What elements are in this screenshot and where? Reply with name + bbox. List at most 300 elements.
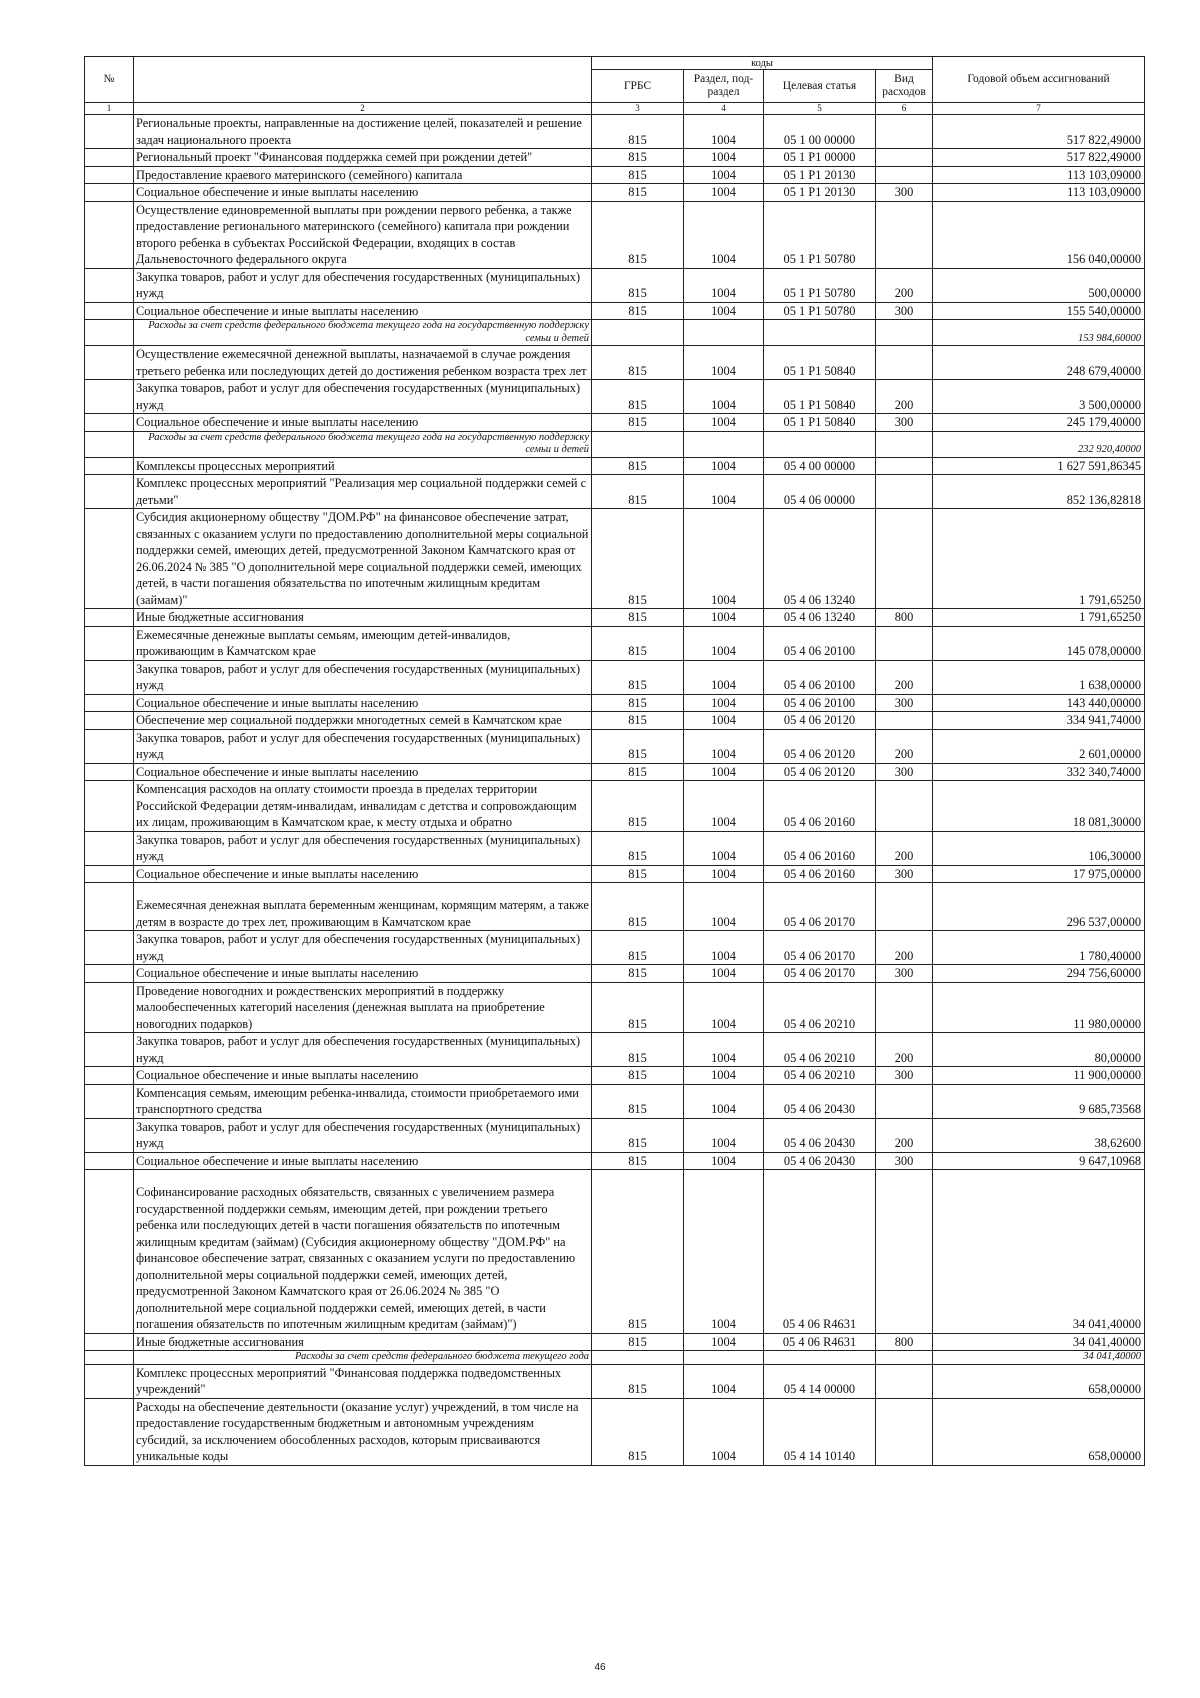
header-grbs: ГРБС [592, 70, 684, 103]
row-target-cell: 05 4 06 20170 [764, 883, 876, 931]
row-amount-cell: 296 537,00000 [933, 883, 1145, 931]
table-row [85, 1333, 1145, 1351]
row-vid-cell [876, 115, 933, 149]
row-razdel-cell: 1004 [684, 201, 764, 268]
row-amount-cell: 517 822,49000 [933, 115, 1145, 149]
row-razdel-cell: 1004 [684, 982, 764, 1033]
row-amount-cell: 658,00000 [933, 1364, 1145, 1398]
row-vid-cell [876, 781, 933, 832]
header-razdel: Раздел, под-раздел [684, 70, 764, 103]
row-number-cell [85, 431, 134, 457]
row-vid-cell [876, 1084, 933, 1118]
row-grbs-cell: 815 [592, 414, 684, 432]
row-vid-cell: 200 [876, 380, 933, 414]
row-target-cell: 05 4 06 20210 [764, 1067, 876, 1085]
column-number: 5 [764, 103, 876, 115]
row-grbs-cell [592, 431, 684, 457]
row-target-cell: 05 1 P1 50780 [764, 302, 876, 320]
row-vid-cell [876, 1170, 933, 1334]
row-target-cell: 05 1 P1 20130 [764, 166, 876, 184]
row-grbs-cell [592, 320, 684, 346]
table-row [85, 302, 1145, 320]
table-row [85, 1398, 1145, 1465]
row-grbs-cell: 815 [592, 1118, 684, 1152]
row-razdel-cell: 1004 [684, 115, 764, 149]
row-amount-cell: 9 685,73568 [933, 1084, 1145, 1118]
row-target-cell: 05 4 06 R4631 [764, 1333, 876, 1351]
row-grbs-cell: 815 [592, 694, 684, 712]
row-vid-cell: 300 [876, 965, 933, 983]
row-target-cell [764, 431, 876, 457]
row-target-cell: 05 1 P1 50780 [764, 201, 876, 268]
row-name-cell: Комплексы процессных мероприятий [134, 457, 592, 475]
column-number: 1 [85, 103, 134, 115]
row-name-cell: Расходы за счет средств федерального бюджета текущего года на государственную поддержку семьи и детей [134, 431, 592, 457]
row-amount-cell: 113 103,09000 [933, 166, 1145, 184]
row-razdel-cell: 1004 [684, 184, 764, 202]
row-grbs-cell: 815 [592, 302, 684, 320]
row-amount-cell: 80,00000 [933, 1033, 1145, 1067]
row-target-cell: 05 4 06 00000 [764, 475, 876, 509]
table-row [85, 865, 1145, 883]
row-name-cell: Закупка товаров, работ и услуг для обеспечения государственных (муниципальных) нужд [134, 931, 592, 965]
row-target-cell: 05 4 06 20210 [764, 1033, 876, 1067]
row-grbs-cell: 815 [592, 184, 684, 202]
row-vid-cell: 200 [876, 660, 933, 694]
row-razdel-cell: 1004 [684, 1333, 764, 1351]
row-amount-cell: 1 791,65250 [933, 609, 1145, 627]
row-grbs-cell: 815 [592, 268, 684, 302]
row-razdel-cell: 1004 [684, 149, 764, 167]
row-grbs-cell: 815 [592, 781, 684, 832]
row-razdel-cell: 1004 [684, 1033, 764, 1067]
row-grbs-cell: 815 [592, 883, 684, 931]
row-vid-cell [876, 626, 933, 660]
table-header [85, 57, 1145, 115]
row-razdel-cell: 1004 [684, 475, 764, 509]
row-vid-cell [876, 166, 933, 184]
row-vid-cell: 200 [876, 831, 933, 865]
row-number-cell [85, 1170, 134, 1334]
column-number: 3 [592, 103, 684, 115]
row-number-cell [85, 694, 134, 712]
row-grbs-cell: 815 [592, 1364, 684, 1398]
row-number-cell [85, 1333, 134, 1351]
row-name-cell: Комплекс процессных мероприятий "Реализация мер социальной поддержки семей с детьми" [134, 475, 592, 509]
row-grbs-cell [592, 1351, 684, 1365]
row-name-cell: Иные бюджетные ассигнования [134, 1333, 592, 1351]
table-row [85, 268, 1145, 302]
table-row [85, 781, 1145, 832]
row-name-cell: Осуществление ежемесячной денежной выплаты, назначаемой в случае рождения третьего ребенка или последующих детей до достижения ребенком возраста трех лет [134, 346, 592, 380]
row-amount-cell: 143 440,00000 [933, 694, 1145, 712]
row-number-cell [85, 712, 134, 730]
row-vid-cell: 200 [876, 729, 933, 763]
row-grbs-cell: 815 [592, 201, 684, 268]
row-amount-cell: 334 941,74000 [933, 712, 1145, 730]
row-vid-cell: 300 [876, 302, 933, 320]
row-vid-cell [876, 149, 933, 167]
row-name-cell: Социальное обеспечение и иные выплаты населению [134, 302, 592, 320]
row-target-cell: 05 4 06 20120 [764, 729, 876, 763]
table-row [85, 509, 1145, 609]
row-vid-cell: 300 [876, 414, 933, 432]
row-grbs-cell: 815 [592, 457, 684, 475]
row-grbs-cell: 815 [592, 166, 684, 184]
row-number-cell [85, 115, 134, 149]
row-razdel-cell: 1004 [684, 781, 764, 832]
table-row [85, 414, 1145, 432]
row-target-cell: 05 4 06 13240 [764, 609, 876, 627]
row-number-cell [85, 781, 134, 832]
table-row [85, 712, 1145, 730]
row-razdel-cell: 1004 [684, 763, 764, 781]
header-vid: Вид расходов [876, 70, 933, 103]
row-vid-cell [876, 883, 933, 931]
row-vid-cell: 300 [876, 1152, 933, 1170]
row-target-cell: 05 4 06 20430 [764, 1118, 876, 1152]
row-target-cell: 05 1 P1 50840 [764, 346, 876, 380]
row-grbs-cell: 815 [592, 660, 684, 694]
row-name-cell: Иные бюджетные ассигнования [134, 609, 592, 627]
table-row [85, 626, 1145, 660]
row-grbs-cell: 815 [592, 1398, 684, 1465]
row-vid-cell: 300 [876, 694, 933, 712]
row-amount-cell: 106,30000 [933, 831, 1145, 865]
row-name-cell: Предоставление краевого материнского (семейного) капитала [134, 166, 592, 184]
row-vid-cell [876, 509, 933, 609]
row-number-cell [85, 346, 134, 380]
row-number-cell [85, 184, 134, 202]
row-grbs-cell: 815 [592, 1033, 684, 1067]
table-row [85, 982, 1145, 1033]
table-row [85, 883, 1145, 931]
row-target-cell [764, 320, 876, 346]
table-row [85, 609, 1145, 627]
header-name [134, 57, 592, 103]
table-row [85, 965, 1145, 983]
page-number: 46 [594, 1662, 606, 1673]
budget-sheet [84, 56, 1144, 1466]
row-amount-cell: 1 791,65250 [933, 509, 1145, 609]
row-number-cell [85, 475, 134, 509]
row-vid-cell [876, 712, 933, 730]
table-row [85, 201, 1145, 268]
row-number-cell [85, 660, 134, 694]
row-name-cell: Социальное обеспечение и иные выплаты населению [134, 965, 592, 983]
row-vid-cell: 800 [876, 1333, 933, 1351]
row-target-cell: 05 1 P1 50840 [764, 380, 876, 414]
row-amount-cell: 155 540,00000 [933, 302, 1145, 320]
row-target-cell: 05 4 06 20160 [764, 781, 876, 832]
row-number-cell [85, 865, 134, 883]
row-number-cell [85, 831, 134, 865]
table-row [85, 1351, 1145, 1365]
row-grbs-cell: 815 [592, 831, 684, 865]
column-number-row [85, 103, 1145, 115]
row-number-cell [85, 729, 134, 763]
row-amount-cell: 156 040,00000 [933, 201, 1145, 268]
row-grbs-cell: 815 [592, 1067, 684, 1085]
header-codes: коды [592, 57, 933, 70]
row-target-cell: 05 4 06 20430 [764, 1152, 876, 1170]
row-number-cell [85, 268, 134, 302]
row-vid-cell [876, 201, 933, 268]
row-grbs-cell: 815 [592, 1152, 684, 1170]
table-row [85, 1364, 1145, 1398]
row-amount-cell: 9 647,10968 [933, 1152, 1145, 1170]
row-number-cell [85, 609, 134, 627]
row-name-cell: Закупка товаров, работ и услуг для обеспечения государственных (муниципальных) нужд [134, 1033, 592, 1067]
column-number: 6 [876, 103, 933, 115]
row-grbs-cell: 815 [592, 865, 684, 883]
row-amount-cell: 113 103,09000 [933, 184, 1145, 202]
row-razdel-cell: 1004 [684, 1170, 764, 1334]
row-razdel-cell: 1004 [684, 712, 764, 730]
row-grbs-cell: 815 [592, 1333, 684, 1351]
row-name-cell: Закупка товаров, работ и услуг для обеспечения государственных (муниципальных) нужд [134, 831, 592, 865]
row-name-cell: Проведение новогодних и рождественских мероприятий в поддержку малообеспеченных категорий населения (денежная выплата на приобретение новогодних подарков) [134, 982, 592, 1033]
row-target-cell: 05 4 14 10140 [764, 1398, 876, 1465]
row-target-cell: 05 4 06 20170 [764, 965, 876, 983]
row-number-cell [85, 302, 134, 320]
row-amount-cell: 232 920,40000 [933, 431, 1145, 457]
row-amount-cell: 1 780,40000 [933, 931, 1145, 965]
row-amount-cell: 3 500,00000 [933, 380, 1145, 414]
row-razdel-cell: 1004 [684, 1364, 764, 1398]
row-razdel-cell: 1004 [684, 509, 764, 609]
row-name-cell: Региональные проекты, направленные на достижение целей, показателей и решение задач национального проекта [134, 115, 592, 149]
table-body [85, 115, 1145, 1466]
row-target-cell: 05 4 06 13240 [764, 509, 876, 609]
table-row [85, 115, 1145, 149]
row-amount-cell: 658,00000 [933, 1398, 1145, 1465]
row-amount-cell: 145 078,00000 [933, 626, 1145, 660]
header-volume: Годовой объем ассигнований [933, 57, 1145, 103]
table-row [85, 320, 1145, 346]
table-row [85, 1152, 1145, 1170]
row-target-cell: 05 1 P1 50840 [764, 414, 876, 432]
row-name-cell: Комплекс процессных мероприятий "Финансовая поддержка подведомственных учреждений" [134, 1364, 592, 1398]
row-razdel-cell: 1004 [684, 414, 764, 432]
row-name-cell: Социальное обеспечение и иные выплаты населению [134, 184, 592, 202]
row-number-cell [85, 965, 134, 983]
row-grbs-cell: 815 [592, 609, 684, 627]
row-amount-cell: 1 627 591,86345 [933, 457, 1145, 475]
row-razdel-cell: 1004 [684, 302, 764, 320]
row-grbs-cell: 815 [592, 509, 684, 609]
row-target-cell: 05 4 06 20120 [764, 763, 876, 781]
table-row [85, 831, 1145, 865]
budget-table [84, 56, 1145, 1466]
table-row [85, 660, 1145, 694]
row-number-cell [85, 509, 134, 609]
row-razdel-cell: 1004 [684, 831, 764, 865]
table-row [85, 1033, 1145, 1067]
row-number-cell [85, 931, 134, 965]
row-vid-cell: 800 [876, 609, 933, 627]
row-razdel-cell: 1004 [684, 380, 764, 414]
row-razdel-cell: 1004 [684, 346, 764, 380]
row-vid-cell: 200 [876, 931, 933, 965]
column-number: 2 [134, 103, 592, 115]
row-vid-cell [876, 475, 933, 509]
row-number-cell [85, 201, 134, 268]
row-razdel-cell: 1004 [684, 729, 764, 763]
row-amount-cell: 1 638,00000 [933, 660, 1145, 694]
table-row [85, 475, 1145, 509]
row-name-cell: Закупка товаров, работ и услуг для обеспечения государственных (муниципальных) нужд [134, 268, 592, 302]
table-row [85, 1084, 1145, 1118]
row-name-cell: Закупка товаров, работ и услуг для обеспечения государственных (муниципальных) нужд [134, 660, 592, 694]
table-row [85, 1170, 1145, 1334]
row-name-cell: Софинансирование расходных обязательств, связанных с увеличением размера государственной поддержки семьям, имеющим детей, при рождении третьего ребенка или последующих детей в части погашения обязательств по ипотечным жилищным кредитам (займам) (Субсидия акционерному обществу "ДОМ.РФ" на финансовое обеспечение затрат, связанных с оказанием услуги по предоставлению дополнительной меры социальной поддержки семей, имеющих детей, предусмотренной Законом Камчатского края от 26.06.2024 № 385 "О дополнительной мере социальной поддержки семей, имеющих детей, в части погашения обязательств по ипотечным жилищным кредитам (займам)") [134, 1170, 592, 1334]
row-name-cell: Социальное обеспечение и иные выплаты населению [134, 414, 592, 432]
row-name-cell: Расходы за счет средств федерального бюджета текущего года [134, 1351, 592, 1365]
table-row [85, 184, 1145, 202]
header-target: Целевая статья [764, 70, 876, 103]
row-number-cell [85, 1084, 134, 1118]
row-target-cell: 05 4 06 20100 [764, 694, 876, 712]
row-amount-cell: 500,00000 [933, 268, 1145, 302]
row-vid-cell: 200 [876, 1118, 933, 1152]
row-vid-cell: 300 [876, 184, 933, 202]
row-razdel-cell [684, 1351, 764, 1365]
row-vid-cell [876, 457, 933, 475]
row-vid-cell [876, 982, 933, 1033]
table-row [85, 763, 1145, 781]
row-number-cell [85, 982, 134, 1033]
row-number-cell [85, 1398, 134, 1465]
row-number-cell [85, 1364, 134, 1398]
row-name-cell: Расходы на обеспечение деятельности (оказание услуг) учреждений, в том числе на предоставление государственным бюджетным и автономным учреждениям субсидий, за исключением обособленных расходов, которым присваиваются уникальные коды [134, 1398, 592, 1465]
row-razdel-cell: 1004 [684, 931, 764, 965]
row-number-cell [85, 763, 134, 781]
row-number-cell [85, 166, 134, 184]
row-number-cell [85, 1152, 134, 1170]
row-razdel-cell: 1004 [684, 609, 764, 627]
row-amount-cell: 852 136,82818 [933, 475, 1145, 509]
row-razdel-cell: 1004 [684, 1084, 764, 1118]
table-row [85, 457, 1145, 475]
row-target-cell: 05 1 00 00000 [764, 115, 876, 149]
row-target-cell: 05 1 P1 20130 [764, 184, 876, 202]
row-razdel-cell: 1004 [684, 1118, 764, 1152]
row-grbs-cell: 815 [592, 729, 684, 763]
row-name-cell: Закупка товаров, работ и услуг для обеспечения государственных (муниципальных) нужд [134, 380, 592, 414]
row-amount-cell: 11 900,00000 [933, 1067, 1145, 1085]
row-number-cell [85, 149, 134, 167]
table-row [85, 431, 1145, 457]
row-amount-cell: 34 041,40000 [933, 1170, 1145, 1334]
row-target-cell: 05 4 06 20160 [764, 831, 876, 865]
row-vid-cell [876, 1364, 933, 1398]
row-target-cell: 05 4 06 R4631 [764, 1170, 876, 1334]
column-number: 4 [684, 103, 764, 115]
row-amount-cell: 34 041,40000 [933, 1333, 1145, 1351]
row-name-cell: Ежемесячные денежные выплаты семьям, имеющим детей-инвалидов, проживающим в Камчатском крае [134, 626, 592, 660]
row-target-cell: 05 4 14 00000 [764, 1364, 876, 1398]
row-amount-cell: 294 756,60000 [933, 965, 1145, 983]
header-number: № [85, 57, 134, 103]
row-name-cell: Ежемесячная денежная выплата беременным женщинам, кормящим матерям, а также детям в возрасте до трех лет, проживающим в Камчатском крае [134, 883, 592, 931]
row-target-cell: 05 4 06 20210 [764, 982, 876, 1033]
row-vid-cell [876, 346, 933, 380]
row-name-cell: Социальное обеспечение и иные выплаты населению [134, 865, 592, 883]
row-razdel-cell: 1004 [684, 883, 764, 931]
row-target-cell: 05 4 06 20120 [764, 712, 876, 730]
row-amount-cell: 18 081,30000 [933, 781, 1145, 832]
row-razdel-cell: 1004 [684, 268, 764, 302]
row-grbs-cell: 815 [592, 380, 684, 414]
row-vid-cell: 300 [876, 763, 933, 781]
row-grbs-cell: 815 [592, 763, 684, 781]
row-amount-cell: 2 601,00000 [933, 729, 1145, 763]
row-amount-cell: 248 679,40000 [933, 346, 1145, 380]
row-razdel-cell: 1004 [684, 457, 764, 475]
table-row [85, 149, 1145, 167]
row-name-cell: Обеспечение мер социальной поддержки многодетных семей в Камчатском крае [134, 712, 592, 730]
table-row [85, 346, 1145, 380]
row-amount-cell: 38,62600 [933, 1118, 1145, 1152]
row-razdel-cell: 1004 [684, 626, 764, 660]
row-name-cell: Региональный проект "Финансовая поддержка семей при рождении детей" [134, 149, 592, 167]
row-target-cell: 05 4 06 20430 [764, 1084, 876, 1118]
row-name-cell: Расходы за счет средств федерального бюджета текущего года на государственную поддержку семьи и детей [134, 320, 592, 346]
row-amount-cell: 11 980,00000 [933, 982, 1145, 1033]
row-target-cell: 05 1 P1 50780 [764, 268, 876, 302]
row-grbs-cell: 815 [592, 1084, 684, 1118]
table-row [85, 729, 1145, 763]
row-number-cell [85, 414, 134, 432]
row-target-cell: 05 1 P1 00000 [764, 149, 876, 167]
row-amount-cell: 245 179,40000 [933, 414, 1145, 432]
table-row [85, 166, 1145, 184]
table-row [85, 694, 1145, 712]
row-grbs-cell: 815 [592, 626, 684, 660]
row-grbs-cell: 815 [592, 115, 684, 149]
row-grbs-cell: 815 [592, 149, 684, 167]
row-number-cell [85, 380, 134, 414]
row-name-cell: Закупка товаров, работ и услуг для обеспечения государственных (муниципальных) нужд [134, 1118, 592, 1152]
row-amount-cell: 517 822,49000 [933, 149, 1145, 167]
row-grbs-cell: 815 [592, 712, 684, 730]
row-razdel-cell: 1004 [684, 660, 764, 694]
row-grbs-cell: 815 [592, 982, 684, 1033]
row-amount-cell: 153 984,60000 [933, 320, 1145, 346]
row-number-cell [85, 626, 134, 660]
row-vid-cell [876, 1398, 933, 1465]
row-vid-cell: 300 [876, 865, 933, 883]
row-number-cell [85, 1118, 134, 1152]
row-grbs-cell: 815 [592, 1170, 684, 1334]
row-target-cell: 05 4 06 20100 [764, 660, 876, 694]
row-vid-cell [876, 320, 933, 346]
row-razdel-cell: 1004 [684, 1067, 764, 1085]
row-grbs-cell: 815 [592, 346, 684, 380]
row-number-cell [85, 883, 134, 931]
row-amount-cell: 34 041,40000 [933, 1351, 1145, 1365]
row-amount-cell: 332 340,74000 [933, 763, 1145, 781]
row-target-cell: 05 4 06 20170 [764, 931, 876, 965]
row-name-cell: Субсидия акционерному обществу "ДОМ.РФ" на финансовое обеспечение затрат, связанных с оказанием услуги по предоставлению дополнительной меры социальной поддержки семей, имеющих детей, предусмотренной Законом Камчатского края от 26.06.2024 № 385 "О дополнительной мере социальной поддержки семей, имеющих детей, в части погашения обязательства по ипотечным жилищным кредитам (займам)" [134, 509, 592, 609]
row-target-cell [764, 1351, 876, 1365]
row-razdel-cell [684, 320, 764, 346]
row-name-cell: Компенсация расходов на оплату стоимости проезда в пределах территории Российской Федерации детям-инвалидам, инвалидам с детства и сопровождающим их лицам, проживающим в Камчатском крае, к месту отдыха и обратно [134, 781, 592, 832]
table-row [85, 931, 1145, 965]
row-name-cell: Компенсация семьям, имеющим ребенка-инвалида, стоимости приобретаемого ими транспортного средства [134, 1084, 592, 1118]
row-vid-cell [876, 431, 933, 457]
